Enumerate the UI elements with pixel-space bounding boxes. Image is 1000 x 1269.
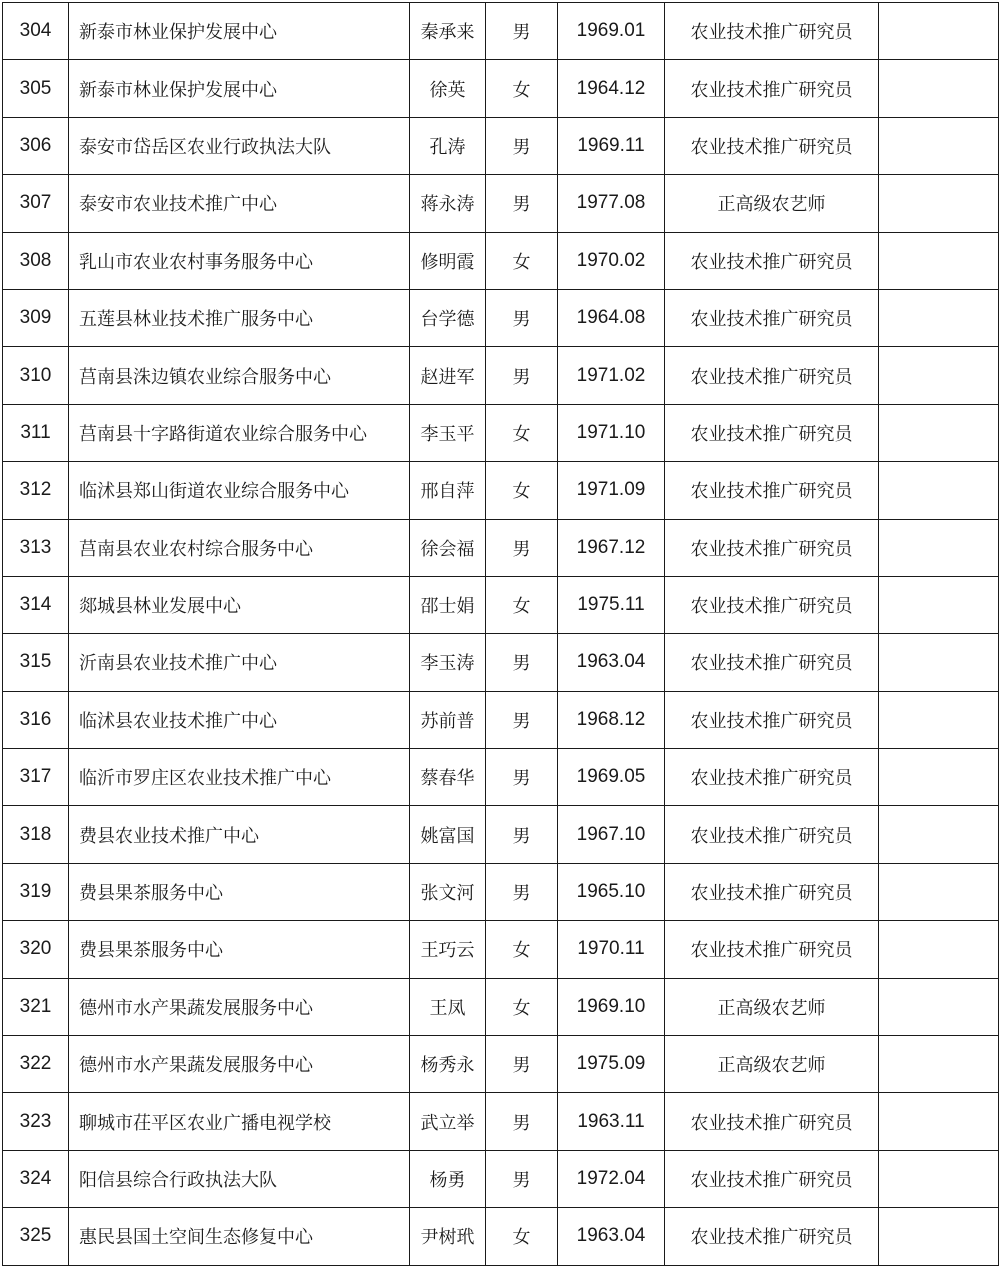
- cell-serial-number: 305: [3, 60, 69, 117]
- cell-person-name: 徐会福: [410, 519, 486, 576]
- cell-work-unit: 泰安市岱岳区农业行政执法大队: [69, 117, 410, 174]
- cell-work-unit: 临沭县郑山街道农业综合服务中心: [69, 462, 410, 519]
- cell-person-name: 蒋永涛: [410, 175, 486, 232]
- table-row: [3, 634, 999, 691]
- cell-remarks: [879, 519, 999, 576]
- cell-remarks: [879, 1036, 999, 1093]
- cell-professional-title: 农业技术推广研究员: [665, 519, 879, 576]
- cell-birth-date: 1963.04: [558, 1208, 665, 1265]
- cell-birth-date: 1967.10: [558, 806, 665, 863]
- table-row: [3, 117, 999, 174]
- cell-gender: 女: [486, 60, 558, 117]
- cell-work-unit: 莒南县洙边镇农业综合服务中心: [69, 347, 410, 404]
- cell-person-name: 蔡春华: [410, 749, 486, 806]
- cell-serial-number: 320: [3, 921, 69, 978]
- cell-birth-date: 1971.10: [558, 404, 665, 461]
- cell-gender: 女: [486, 462, 558, 519]
- cell-remarks: [879, 634, 999, 691]
- cell-person-name: 杨秀永: [410, 1036, 486, 1093]
- cell-person-name: 邵士娟: [410, 576, 486, 633]
- cell-work-unit: 五莲县林业技术推广服务中心: [69, 289, 410, 346]
- cell-gender: 男: [486, 519, 558, 576]
- cell-remarks: [879, 404, 999, 461]
- cell-serial-number: 321: [3, 978, 69, 1035]
- cell-birth-date: 1975.11: [558, 576, 665, 633]
- cell-remarks: [879, 1150, 999, 1207]
- table-row: [3, 749, 999, 806]
- cell-gender: 男: [486, 117, 558, 174]
- cell-professional-title: 农业技术推广研究员: [665, 462, 879, 519]
- cell-person-name: 李玉涛: [410, 634, 486, 691]
- cell-gender: 男: [486, 3, 558, 60]
- table-row: [3, 921, 999, 978]
- cell-work-unit: 莒南县十字路街道农业综合服务中心: [69, 404, 410, 461]
- cell-person-name: 邢自萍: [410, 462, 486, 519]
- table-row: [3, 1150, 999, 1207]
- cell-remarks: [879, 749, 999, 806]
- cell-person-name: 台学德: [410, 289, 486, 346]
- cell-birth-date: 1972.04: [558, 1150, 665, 1207]
- table-row: [3, 60, 999, 117]
- cell-gender: 男: [486, 175, 558, 232]
- cell-serial-number: 324: [3, 1150, 69, 1207]
- cell-birth-date: 1965.10: [558, 863, 665, 920]
- cell-work-unit: 德州市水产果蔬发展服务中心: [69, 1036, 410, 1093]
- cell-person-name: 姚富国: [410, 806, 486, 863]
- cell-person-name: 武立举: [410, 1093, 486, 1150]
- cell-work-unit: 费县果茶服务中心: [69, 921, 410, 978]
- cell-work-unit: 乳山市农业农村事务服务中心: [69, 232, 410, 289]
- cell-work-unit: 德州市水产果蔬发展服务中心: [69, 978, 410, 1035]
- cell-work-unit: 聊城市茌平区农业广播电视学校: [69, 1093, 410, 1150]
- cell-work-unit: 临沭县农业技术推广中心: [69, 691, 410, 748]
- table-row: [3, 576, 999, 633]
- cell-remarks: [879, 232, 999, 289]
- cell-serial-number: 316: [3, 691, 69, 748]
- cell-birth-date: 1964.08: [558, 289, 665, 346]
- cell-serial-number: 308: [3, 232, 69, 289]
- cell-professional-title: 农业技术推广研究员: [665, 117, 879, 174]
- cell-professional-title: 农业技术推广研究员: [665, 1150, 879, 1207]
- cell-professional-title: 农业技术推广研究员: [665, 634, 879, 691]
- table-row: [3, 978, 999, 1035]
- cell-gender: 男: [486, 1150, 558, 1207]
- cell-birth-date: 1969.11: [558, 117, 665, 174]
- cell-person-name: 孔涛: [410, 117, 486, 174]
- cell-remarks: [879, 978, 999, 1035]
- cell-work-unit: 临沂市罗庄区农业技术推广中心: [69, 749, 410, 806]
- cell-person-name: 秦承来: [410, 3, 486, 60]
- cell-professional-title: 农业技术推广研究员: [665, 806, 879, 863]
- cell-remarks: [879, 806, 999, 863]
- cell-remarks: [879, 117, 999, 174]
- cell-birth-date: 1964.12: [558, 60, 665, 117]
- cell-gender: 男: [486, 806, 558, 863]
- cell-person-name: 张文河: [410, 863, 486, 920]
- cell-work-unit: 莒南县农业农村综合服务中心: [69, 519, 410, 576]
- cell-serial-number: 317: [3, 749, 69, 806]
- cell-professional-title: 农业技术推广研究员: [665, 576, 879, 633]
- table-row: [3, 347, 999, 404]
- table-row: [3, 519, 999, 576]
- cell-person-name: 苏前普: [410, 691, 486, 748]
- cell-gender: 男: [486, 634, 558, 691]
- cell-person-name: 王凤: [410, 978, 486, 1035]
- cell-serial-number: 322: [3, 1036, 69, 1093]
- table-row: [3, 462, 999, 519]
- cell-remarks: [879, 3, 999, 60]
- cell-remarks: [879, 863, 999, 920]
- cell-remarks: [879, 175, 999, 232]
- cell-person-name: 赵进军: [410, 347, 486, 404]
- cell-work-unit: 惠民县国土空间生态修复中心: [69, 1208, 410, 1265]
- cell-birth-date: 1969.01: [558, 3, 665, 60]
- cell-serial-number: 309: [3, 289, 69, 346]
- cell-work-unit: 郯城县林业发展中心: [69, 576, 410, 633]
- cell-serial-number: 310: [3, 347, 69, 404]
- cell-professional-title: 农业技术推广研究员: [665, 1093, 879, 1150]
- cell-professional-title: 农业技术推广研究员: [665, 404, 879, 461]
- cell-person-name: 杨勇: [410, 1150, 486, 1207]
- table-row: [3, 232, 999, 289]
- cell-person-name: 李玉平: [410, 404, 486, 461]
- cell-work-unit: 新泰市林业保护发展中心: [69, 3, 410, 60]
- cell-gender: 女: [486, 978, 558, 1035]
- cell-gender: 女: [486, 1208, 558, 1265]
- cell-serial-number: 311: [3, 404, 69, 461]
- cell-birth-date: 1971.02: [558, 347, 665, 404]
- table-row: [3, 806, 999, 863]
- table-row: [3, 404, 999, 461]
- table-row: [3, 1036, 999, 1093]
- cell-professional-title: 正高级农艺师: [665, 978, 879, 1035]
- cell-remarks: [879, 1093, 999, 1150]
- cell-professional-title: 农业技术推广研究员: [665, 1208, 879, 1265]
- cell-remarks: [879, 921, 999, 978]
- cell-birth-date: 1975.09: [558, 1036, 665, 1093]
- cell-professional-title: 农业技术推广研究员: [665, 863, 879, 920]
- cell-professional-title: 农业技术推广研究员: [665, 749, 879, 806]
- cell-person-name: 修明霞: [410, 232, 486, 289]
- cell-serial-number: 325: [3, 1208, 69, 1265]
- cell-birth-date: 1977.08: [558, 175, 665, 232]
- cell-birth-date: 1970.02: [558, 232, 665, 289]
- table-row: [3, 863, 999, 920]
- cell-serial-number: 312: [3, 462, 69, 519]
- cell-birth-date: 1963.11: [558, 1093, 665, 1150]
- cell-professional-title: 农业技术推广研究员: [665, 60, 879, 117]
- cell-serial-number: 313: [3, 519, 69, 576]
- cell-remarks: [879, 347, 999, 404]
- cell-gender: 男: [486, 289, 558, 346]
- cell-gender: 女: [486, 576, 558, 633]
- cell-remarks: [879, 691, 999, 748]
- cell-serial-number: 318: [3, 806, 69, 863]
- table-row: [3, 175, 999, 232]
- cell-professional-title: 正高级农艺师: [665, 1036, 879, 1093]
- personnel-table: [2, 2, 999, 1266]
- cell-gender: 女: [486, 404, 558, 461]
- cell-remarks: [879, 576, 999, 633]
- cell-gender: 男: [486, 749, 558, 806]
- table-row: [3, 691, 999, 748]
- table-row: [3, 3, 999, 60]
- cell-professional-title: 农业技术推广研究员: [665, 3, 879, 60]
- table-row: [3, 289, 999, 346]
- cell-person-name: 尹树玳: [410, 1208, 486, 1265]
- cell-serial-number: 315: [3, 634, 69, 691]
- cell-birth-date: 1969.10: [558, 978, 665, 1035]
- cell-professional-title: 农业技术推广研究员: [665, 347, 879, 404]
- cell-professional-title: 农业技术推广研究员: [665, 289, 879, 346]
- cell-birth-date: 1971.09: [558, 462, 665, 519]
- cell-professional-title: 正高级农艺师: [665, 175, 879, 232]
- cell-work-unit: 新泰市林业保护发展中心: [69, 60, 410, 117]
- cell-gender: 男: [486, 347, 558, 404]
- cell-serial-number: 323: [3, 1093, 69, 1150]
- cell-work-unit: 沂南县农业技术推广中心: [69, 634, 410, 691]
- cell-gender: 男: [486, 691, 558, 748]
- cell-serial-number: 306: [3, 117, 69, 174]
- cell-serial-number: 319: [3, 863, 69, 920]
- cell-professional-title: 农业技术推广研究员: [665, 232, 879, 289]
- cell-professional-title: 农业技术推广研究员: [665, 691, 879, 748]
- table-row: [3, 1208, 999, 1265]
- table-body: [3, 3, 999, 1266]
- cell-person-name: 王巧云: [410, 921, 486, 978]
- cell-person-name: 徐英: [410, 60, 486, 117]
- cell-remarks: [879, 462, 999, 519]
- cell-work-unit: 费县农业技术推广中心: [69, 806, 410, 863]
- cell-birth-date: 1970.11: [558, 921, 665, 978]
- cell-work-unit: 阳信县综合行政执法大队: [69, 1150, 410, 1207]
- cell-remarks: [879, 60, 999, 117]
- cell-gender: 男: [486, 1093, 558, 1150]
- cell-serial-number: 314: [3, 576, 69, 633]
- cell-work-unit: 泰安市农业技术推广中心: [69, 175, 410, 232]
- cell-gender: 男: [486, 863, 558, 920]
- table-row: [3, 1093, 999, 1150]
- cell-remarks: [879, 1208, 999, 1265]
- cell-serial-number: 304: [3, 3, 69, 60]
- cell-birth-date: 1963.04: [558, 634, 665, 691]
- cell-birth-date: 1969.05: [558, 749, 665, 806]
- cell-gender: 女: [486, 232, 558, 289]
- cell-serial-number: 307: [3, 175, 69, 232]
- cell-gender: 女: [486, 921, 558, 978]
- cell-remarks: [879, 289, 999, 346]
- cell-professional-title: 农业技术推广研究员: [665, 921, 879, 978]
- cell-birth-date: 1968.12: [558, 691, 665, 748]
- cell-birth-date: 1967.12: [558, 519, 665, 576]
- cell-work-unit: 费县果茶服务中心: [69, 863, 410, 920]
- cell-gender: 男: [486, 1036, 558, 1093]
